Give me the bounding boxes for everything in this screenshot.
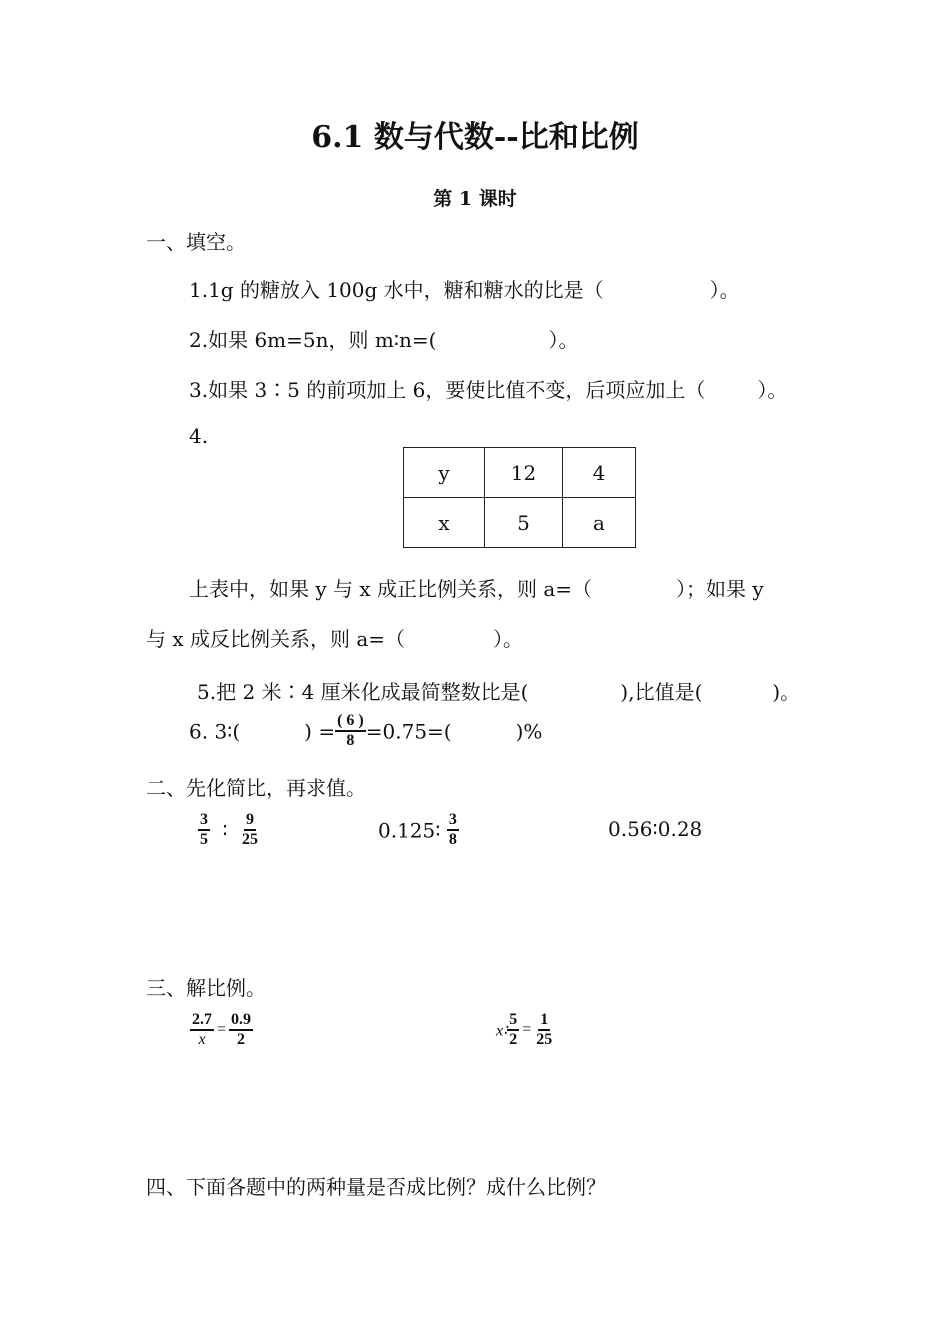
table-cell: y [404, 448, 485, 498]
section-2-heading: 二、先化简比，再求值。 [146, 776, 366, 800]
equals-sign: = [522, 1021, 532, 1039]
fraction-numerator: 1 [538, 1011, 550, 1031]
fraction-numerator: 5 [507, 1011, 519, 1031]
question-5 [197, 676, 800, 705]
fraction-denominator: 2 [237, 1031, 246, 1049]
question-4-line-1 [189, 573, 764, 602]
fraction-numerator: 2.7 [190, 1011, 214, 1031]
fraction-denominator: 25 [536, 1031, 553, 1049]
question-1-text: 1.1g 的糖放入 100g 水中，糖和糖水的比是（ [189, 278, 604, 302]
question-3-end: ）。 [757, 378, 788, 402]
question-6 [189, 712, 542, 751]
fraction [198, 811, 210, 850]
question-4-text-c: 与 x 成反比例关系，则 a=（ [146, 627, 406, 651]
simplify-problem-1 [198, 811, 260, 850]
proportion-table [403, 447, 636, 548]
fraction-denominator: 8 [346, 732, 355, 750]
fraction [229, 1011, 253, 1050]
ratio-text: 0.125∶ [378, 818, 441, 843]
fraction-denominator: x [198, 1031, 206, 1049]
table-cell: 5 [485, 498, 563, 548]
fraction-denominator: 8 [448, 831, 457, 849]
ratio-colon: ∶ [222, 818, 228, 843]
question-6-fraction [335, 712, 366, 751]
question-1-end: ）。 [709, 278, 740, 302]
question-2-end: ）。 [548, 328, 579, 352]
question-4-text-d: ）。 [493, 627, 524, 651]
section-1-heading: 一、填空。 [146, 230, 246, 254]
question-5-text-c: )。 [772, 680, 801, 704]
fraction [534, 1011, 554, 1050]
equation-prefix: x∶ [496, 1022, 508, 1040]
table-row [404, 448, 636, 498]
simplify-problem-3: 0.56∶0.28 [608, 817, 703, 841]
question-1 [189, 274, 740, 303]
question-4-text-a: 上表中，如果 y 与 x 成正比例关系，则 a=（ [189, 577, 593, 601]
question-6-text-d: )% [515, 719, 543, 744]
question-4-label: 4. [189, 424, 209, 448]
fraction-numerator: 3 [447, 811, 459, 831]
question-5-text-a: 5.把 2 米∶4 厘米化成最简整数比是( [197, 680, 529, 704]
fraction-denominator: 25 [241, 831, 258, 849]
fraction [240, 811, 260, 850]
page-title: 6.1 数与代数--比和比例 [311, 120, 639, 155]
question-6-text-b: ) = [304, 719, 336, 744]
table-cell: x [404, 498, 485, 548]
fraction [190, 1011, 214, 1050]
fraction-numerator: 3 [198, 811, 210, 831]
fraction-numerator: ( 6 ) [335, 712, 366, 732]
fraction-denominator: 2 [509, 1031, 518, 1049]
table-row [404, 498, 636, 548]
question-5-text-b: ),比值是( [620, 680, 703, 704]
lesson-subtitle: 第 1 课时 [433, 188, 517, 210]
fraction [507, 1011, 519, 1050]
equals-sign: = [217, 1021, 227, 1039]
table-cell: 4 [563, 448, 636, 498]
question-6-text-a: 6. 3∶( [189, 719, 241, 744]
fraction-numerator: 0.9 [229, 1011, 253, 1031]
proportion-equation-2 [496, 1011, 554, 1050]
question-2-text: 2.如果 6m=5n，则 m∶n=( [189, 328, 437, 352]
question-2 [189, 324, 578, 353]
question-3-text: 3.如果 3∶5 的前项加上 6，要使比值不变，后项应加上（ [189, 378, 706, 402]
proportion-equation-1 [190, 1011, 253, 1050]
fraction [447, 811, 459, 850]
table-cell: 12 [485, 448, 563, 498]
simplify-problem-2 [378, 811, 459, 850]
table-cell: a [563, 498, 636, 548]
question-4-line-2 [146, 623, 523, 652]
question-4-text-b: ）；如果 y [676, 577, 764, 601]
section-3-heading: 三、解比例。 [146, 976, 266, 1000]
section-4-heading: 四、下面各题中的两种量是否成比例？成什么比例？ [146, 1175, 606, 1199]
question-6-text-c: =0.75=( [365, 719, 452, 744]
fraction-denominator: 5 [200, 831, 208, 849]
question-3 [189, 374, 787, 403]
fraction-numerator: 9 [244, 811, 256, 831]
